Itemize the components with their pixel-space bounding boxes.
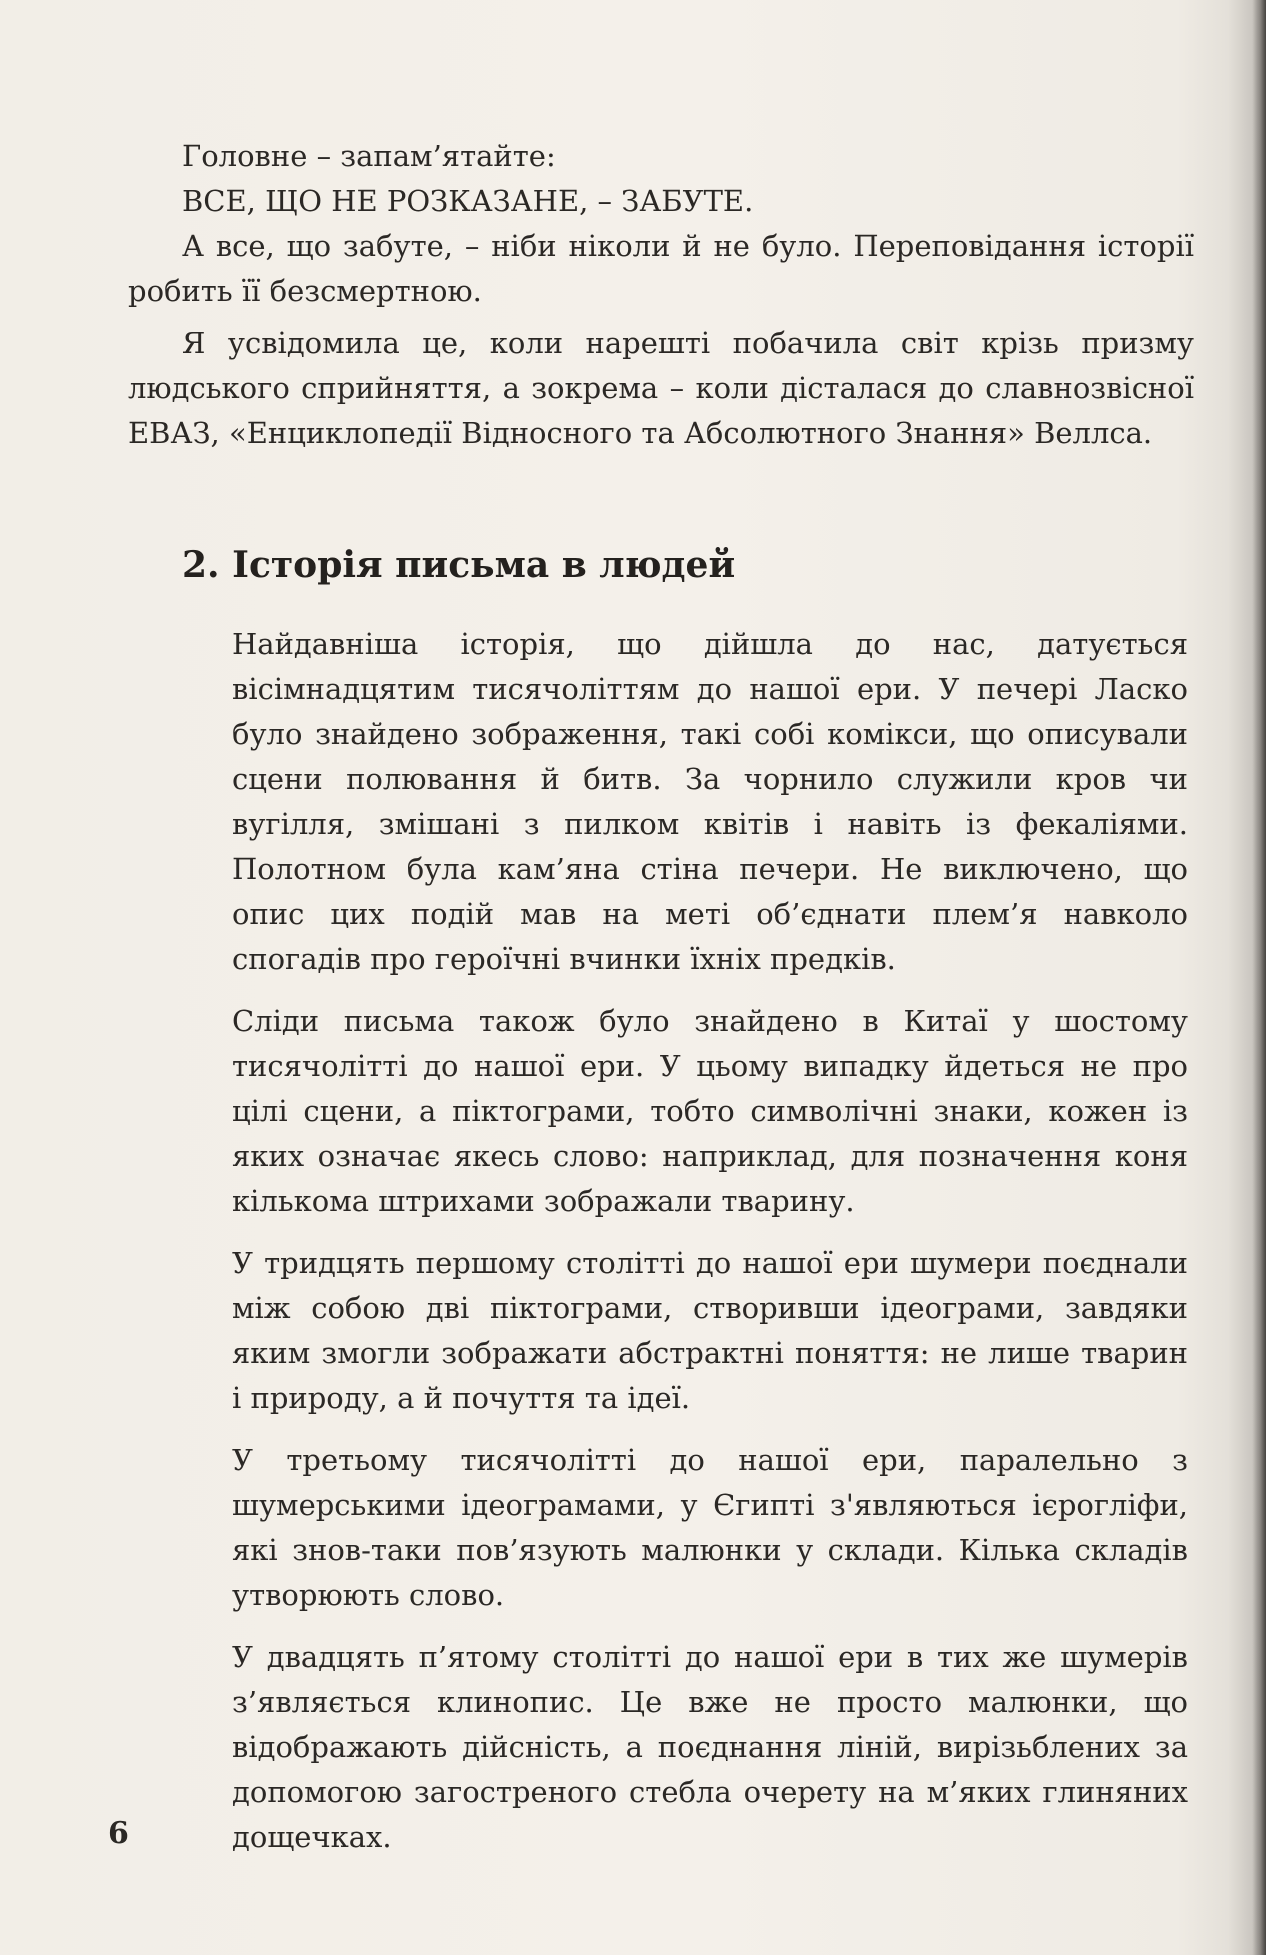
body-paragraph: У тридцять першому столітті до нашої ери шумери поєднали між собою дві піктограми, створивши ідеограми, завдяки яким змогли зображати абстрактні поняття: не лише тварин і природу, а й почуття та ідеї. <box>232 1246 1188 1415</box>
body-paragraph: У двадцять п’ятому столітті до нашої ери в тих же шумерів з’являється клинопис. Це вже не просто малюнки, що відображають дійсність, а поєднання ліній, вирізьблених за допомогою загостреного стебла очерету на м’яких глиняних дощечках. <box>232 1640 1188 1854</box>
intro-paragraph: ВСЕ, ЩО НЕ РОЗКАЗАНЕ, – ЗАБУТЕ. <box>182 184 754 218</box>
body-paragraph: Найдавніша історія, що дійшла до нас, датується вісімнадцятим тисячоліттям до нашої ери. У печері Ласко було знайдено зображення, такі собі комікси, що описували сцени полювання й битв. За чорнило служили кров чи вугілля, змішані з пилком квітів і навіть із фекаліями. Полотном була кам’яна стіна печери. Не виключено, що опис цих подій мав на меті об’єднати плем’я навколо спогадів про героїчні вчинки їхніх предків. <box>232 627 1188 976</box>
page-number: 6 <box>108 1816 129 1851</box>
body-paragraph: У третьому тисячолітті до нашої ери, паралельно з шумерськими ідеограмами, у Єгипті з'являються ієрогліфи, які знов-таки пов’язують малюнки у склади. Кілька складів утворюють слово. <box>232 1443 1188 1612</box>
intro-block <box>128 134 1194 456</box>
intro-paragraph: А все, що забуте, – ніби ніколи й не було. Переповідання історії робить її безсмертною. <box>128 229 1194 308</box>
page-edge-shadow <box>1252 0 1266 1955</box>
body-paragraph: Сліди письма також було знайдено в Китаї у шостому тисячолітті до нашої ери. У цьому випадку йдеться не про цілі сцени, а піктограми, тобто символічні знаки, кожен із яких означає якесь слово: наприклад, для позначення коня кількома штрихами зображали тварину. <box>232 1004 1188 1218</box>
intro-paragraph: Головне – запам’ятайте: <box>182 139 556 173</box>
section-heading: 2. Історія письма в людей <box>182 544 736 586</box>
section-body <box>232 622 1188 1877</box>
intro-paragraph: Я усвідомила це, коли нарешті побачила світ крізь призму людського сприйняття, а зокрема – коли дісталася до славнозвісної ЕВАЗ, «Енциклопедії Відносного та Абсолютного Знання» Веллса. <box>128 326 1194 450</box>
